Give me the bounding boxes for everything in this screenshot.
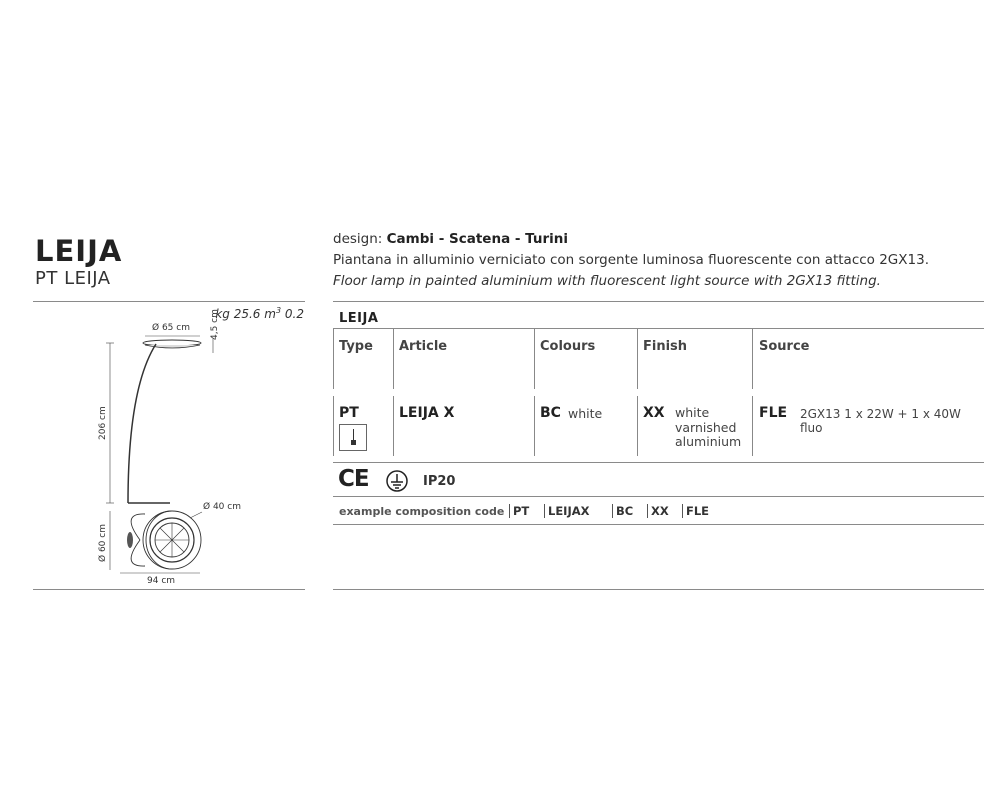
volume-exponent: 3	[275, 306, 282, 315]
finish-line: white	[675, 405, 710, 420]
design-label: design:	[333, 231, 383, 247]
dim-shade-diameter: Ø 65 cm	[152, 323, 190, 333]
table-col-divider	[534, 396, 535, 456]
table-row-line	[333, 462, 984, 463]
finish-code: XX	[643, 405, 665, 421]
divider-left-top	[33, 301, 305, 302]
composition-line	[333, 524, 984, 525]
volume-value: 0.2	[284, 307, 304, 321]
composition-code: LEIJAX	[544, 504, 590, 518]
top-view-drawing	[110, 511, 202, 573]
composition-code: PT	[509, 504, 529, 518]
colour-code: BC	[540, 405, 561, 421]
divider-right-top	[333, 301, 984, 302]
composition-label: example composition code	[339, 505, 505, 518]
design-credit	[333, 231, 568, 247]
ip-rating: IP20	[423, 474, 456, 489]
finish-line: aluminium	[675, 434, 742, 449]
product-subtitle: PT LEIJA	[35, 268, 111, 289]
table-col-divider	[333, 396, 334, 456]
finish-line: varnished	[675, 419, 737, 435]
header-finish: Finish	[643, 339, 688, 354]
weight-value: kg 25.6	[215, 307, 261, 321]
designers: Cambi - Scatena - Turini	[386, 231, 569, 247]
description-english: Floor lamp in painted aluminium with fluorescent light source with 2GX13 fitting.	[333, 273, 881, 289]
composition-code: XX	[647, 504, 669, 518]
dim-width: 94 cm	[147, 576, 176, 586]
volume-unit: m	[264, 307, 276, 321]
divider-left-bottom	[33, 589, 305, 590]
table-col-divider	[393, 396, 394, 456]
table-col-divider	[534, 329, 535, 389]
composition-code: FLE	[682, 504, 709, 518]
dim-top-view-depth: Ø 60 cm	[98, 524, 108, 562]
ground-icon	[385, 469, 409, 493]
source-spec: 2GX13 1 x 22W + 1 x 40W fluo	[800, 407, 961, 435]
ce-mark: CE	[338, 466, 369, 492]
table-col-divider	[752, 396, 753, 456]
header-colours: Colours	[540, 339, 596, 354]
floor-lamp-icon	[339, 424, 367, 451]
header-source: Source	[759, 339, 810, 354]
cert-line	[333, 496, 984, 497]
dim-height: 206 cm	[98, 406, 108, 440]
table-col-divider	[752, 329, 753, 389]
table-col-divider	[393, 329, 394, 389]
description-italian: Piantana in alluminio verniciato con sorgente luminosa fluorescente con attacco 2GX13.	[333, 252, 929, 268]
dim-base-diameter: Ø 40 cm	[203, 502, 241, 512]
finish-name	[675, 406, 741, 450]
article-code: LEIJA X	[399, 405, 455, 421]
product-title: LEIJA	[35, 234, 123, 268]
table-product-name: LEIJA	[339, 311, 379, 326]
colour-name: white	[568, 406, 603, 421]
dim-shade-height: 4,5 cm	[210, 309, 220, 340]
header-article: Article	[399, 339, 448, 354]
table-header-line	[333, 328, 984, 329]
divider-right-bottom	[333, 589, 984, 590]
technical-drawing	[90, 318, 305, 590]
composition-code: BC	[612, 504, 633, 518]
table-col-divider	[637, 329, 638, 389]
table-col-divider	[333, 329, 334, 389]
side-view-drawing	[106, 336, 213, 503]
source-code: FLE	[759, 405, 788, 421]
header-type: Type	[339, 339, 373, 354]
type-code: PT	[339, 405, 359, 421]
table-col-divider	[637, 396, 638, 456]
